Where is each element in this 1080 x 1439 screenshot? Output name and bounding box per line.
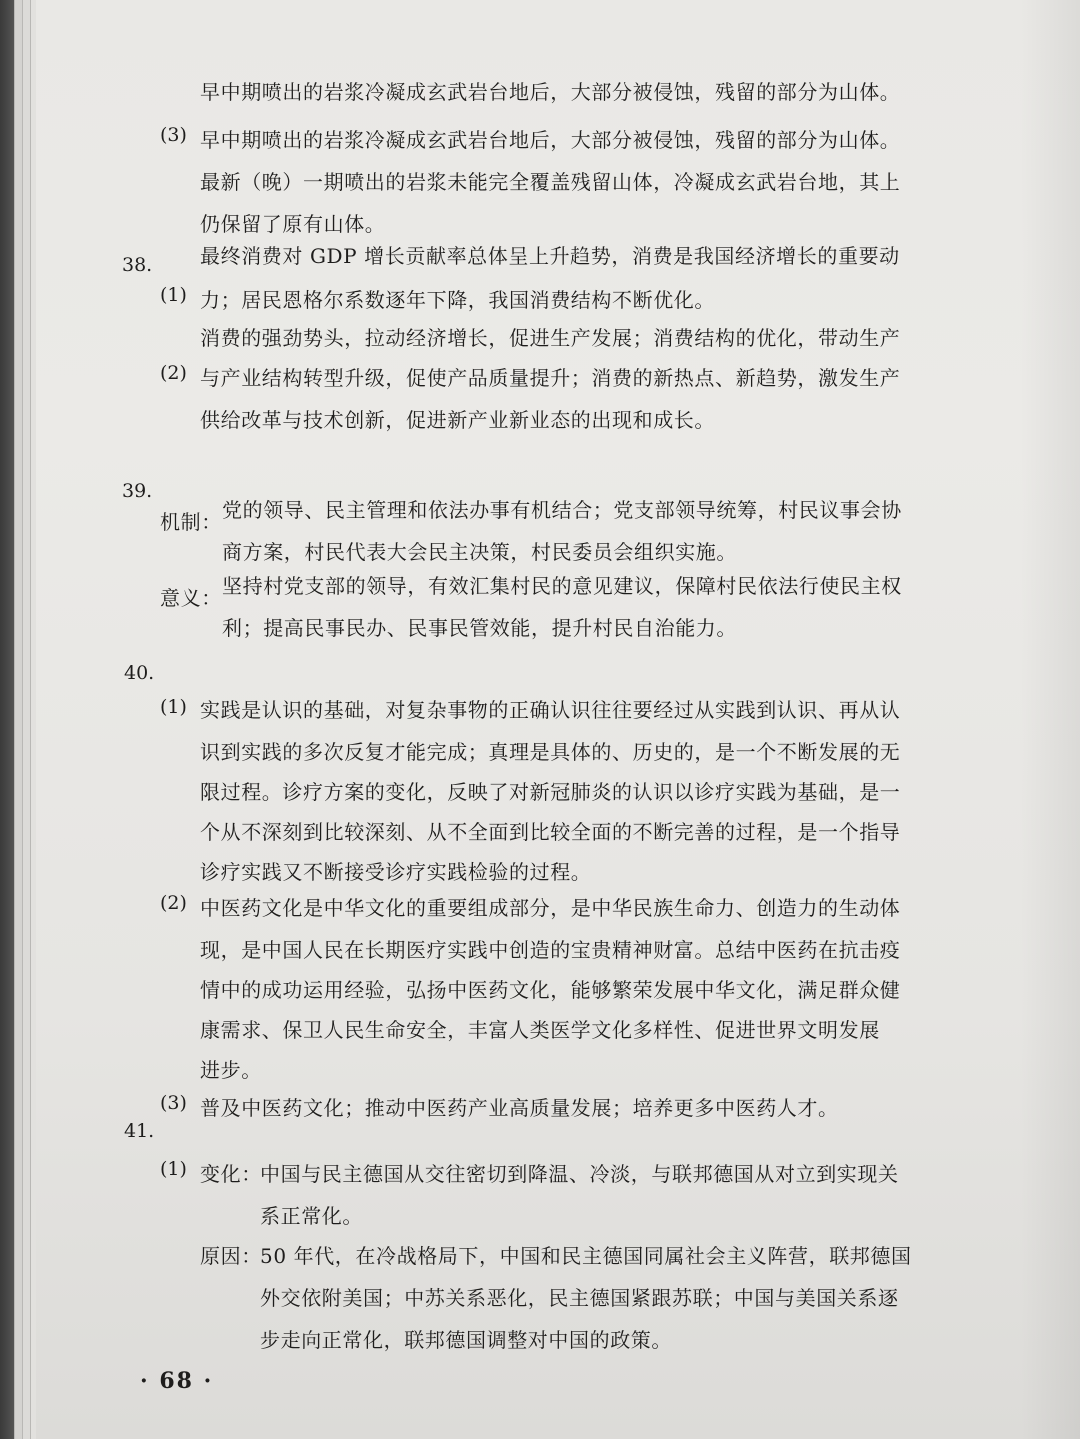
part-label: (3) (160, 124, 187, 146)
answer-line: 与产业结构转型升级，促使产品质量提升；消费的新热点、新趋势，激发生产 (200, 366, 901, 390)
item-label: 意义： (160, 586, 222, 610)
answer-line: 商方案，村民代表大会民主决策，村民委员会组织实施。 (222, 540, 737, 564)
part-label: (1) (160, 284, 187, 306)
part-label: (2) (160, 362, 187, 384)
answer-line: 党的领导、民主管理和依法办事有机结合；党支部领导统筹，村民议事会协 (222, 498, 902, 522)
answer-line: 系正常化。 (260, 1204, 363, 1228)
answer-line: 力；居民恩格尔系数逐年下降，我国消费结构不断优化。 (200, 288, 715, 312)
answer-line: 限过程。诊疗方案的变化，反映了对新冠肺炎的认识以诊疗实践为基础，是一 (200, 780, 901, 804)
answer-line: 坚持村党支部的领导，有效汇集村民的意见建议，保障村民依法行使民主权 (222, 574, 902, 598)
answer-line: 利；提高民事民办、民事民管效能，提升村民自治能力。 (222, 616, 737, 640)
answer-line: 早中期喷出的岩浆冷凝成玄武岩台地后，大部分被侵蚀，残留的部分为山体。 (200, 128, 901, 152)
item-label: 原因： (200, 1244, 262, 1268)
part-label: (3) (160, 1092, 187, 1114)
answer-line: 康需求、保卫人民生命安全，丰富人类医学文化多样性、促进世界文明发展 (200, 1018, 880, 1042)
answer-line: 供给改革与技术创新，促进新产业新业态的出现和成长。 (200, 408, 715, 432)
item-label: 变化： (200, 1162, 262, 1186)
question-number: 38. (122, 254, 153, 276)
part-label: (1) (160, 1158, 187, 1180)
answer-line: 实践是认识的基础，对复杂事物的正确认识往往要经过从实践到认识、再从认 (200, 698, 901, 722)
part-label: (1) (160, 696, 187, 718)
answer-line: 外交依附美国；中苏关系恶化，民主德国紧跟苏联；中国与美国关系逐 (260, 1286, 899, 1310)
answer-line: 中医药文化是中华文化的重要组成部分，是中华民族生命力、创造力的生动体 (200, 896, 901, 920)
answer-line: 识到实践的多次反复才能完成；真理是具体的、历史的，是一个不断发展的无 (200, 740, 901, 764)
question-number: 40. (124, 662, 155, 684)
question-number: 41. (124, 1120, 155, 1142)
answer-line: 最新（晚）一期喷出的岩浆未能完全覆盖残留山体，冷凝成玄武岩台地，其上 (200, 170, 901, 194)
answer-line: 早中期喷出的岩浆冷凝成玄武岩台地后，大部分被侵蚀，残留的部分为山体。 (200, 80, 901, 104)
answer-line: 诊疗实践又不断接受诊疗实践检验的过程。 (200, 860, 592, 884)
answer-line: 普及中医药文化；推动中医药产业高质量发展；培养更多中医药人才。 (200, 1096, 839, 1120)
page-number: · 68 · (140, 1368, 214, 1394)
question-number: 39. (122, 480, 153, 502)
answer-line: 进步。 (200, 1058, 262, 1082)
answer-line: 中国与民主德国从交往密切到降温、冷淡，与联邦德国从对立到实现关 (260, 1162, 899, 1186)
answer-line: 个从不深刻到比较深刻、从不全面到比较全面的不断完善的过程，是一个指导 (200, 820, 901, 844)
answer-line: 仍保留了原有山体。 (200, 212, 386, 236)
answer-line: 消费的强劲势头，拉动经济增长，促进生产发展；消费结构的优化，带动生产 (200, 326, 901, 350)
item-label: 机制： (160, 510, 222, 534)
answer-line: 现，是中国人民在长期医疗实践中创造的宝贵精神财富。总结中医药在抗击疫 (200, 938, 901, 962)
answer-line: 情中的成功运用经验，弘扬中医药文化，能够繁荣发展中华文化，满足群众健 (200, 978, 901, 1002)
part-label: (2) (160, 892, 187, 914)
answer-line: 步走向正常化，联邦德国调整对中国的政策。 (260, 1328, 672, 1352)
answer-line: 50 年代，在冷战格局下，中国和民主德国同属社会主义阵营，联邦德国 (260, 1244, 912, 1268)
answer-line: 最终消费对 GDP 增长贡献率总体呈上升趋势，消费是我国经济增长的重要动 (200, 244, 900, 268)
